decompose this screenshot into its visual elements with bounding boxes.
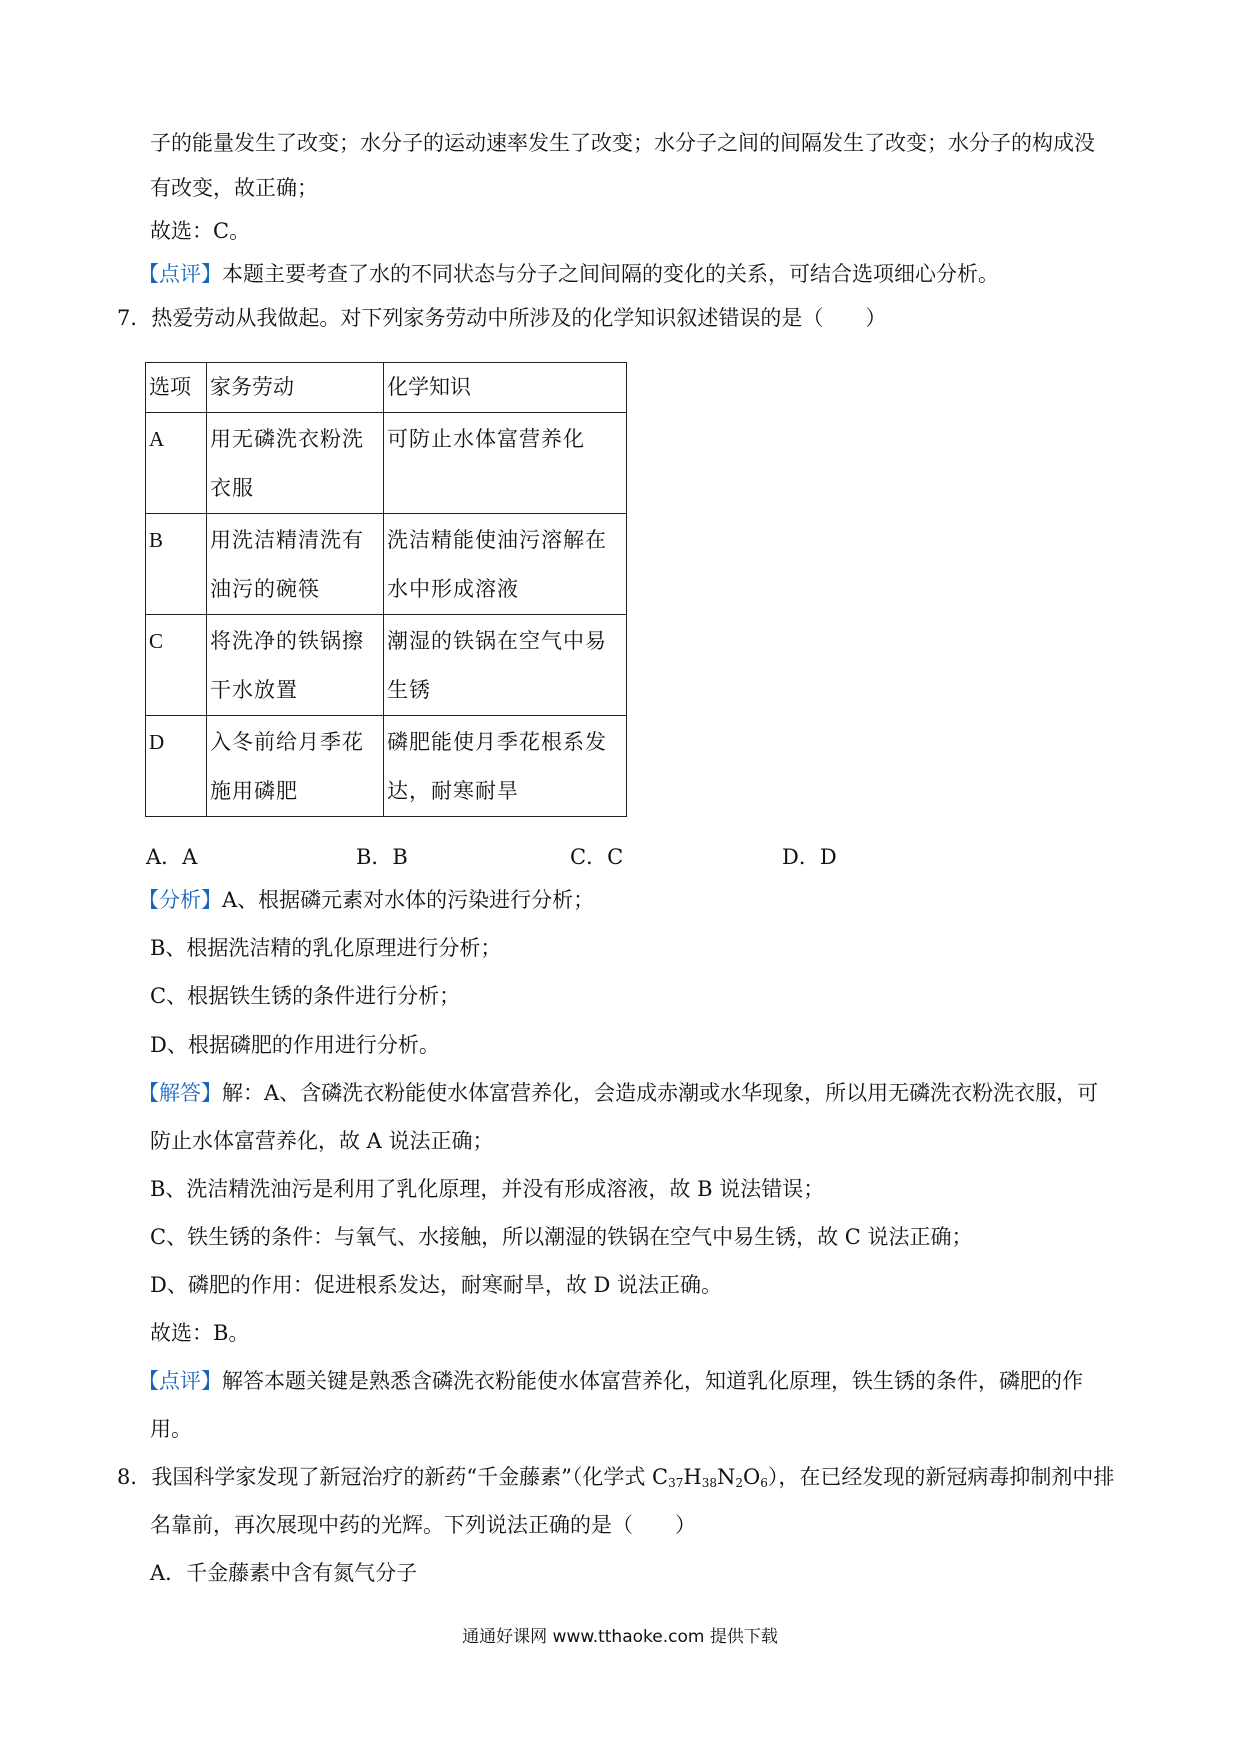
q7-option-a[interactable]: A．A — [146, 845, 198, 869]
prev-comment — [138, 259, 999, 289]
prev-answer-line-1: 子的能量发生了改变；水分子的运动速率发生了改变；水分子之间的间隔发生了改变；水分子的构成没 — [150, 131, 1095, 155]
q8-stem-line-2: 名靠前，再次展现中药的光辉。下列说法正确的是（ ） — [150, 1513, 696, 1537]
table-row — [146, 514, 627, 615]
table-header-cell: 化学知识 — [384, 363, 627, 413]
q8-option-a[interactable]: A．千金藤素中含有氮气分子 — [150, 1561, 418, 1585]
q7-option-c[interactable]: C．C — [570, 845, 624, 869]
table-cell-option: B — [146, 514, 207, 615]
formula-element: O — [742, 1465, 761, 1489]
q7-answer-line-2: 防止水体富营养化，故 A 说法正确； — [150, 1129, 494, 1153]
answer-tag: 【解答】 — [138, 1081, 222, 1105]
page-footer: 通通好课网 www.tthaoke.com 提供下载 — [462, 1627, 778, 1647]
formula-element: N — [716, 1465, 736, 1489]
table-header-cell: 选项 — [146, 363, 207, 413]
formula-subscript: 2 — [735, 1476, 743, 1490]
table-header-row — [146, 363, 627, 413]
formula-subscript: 6 — [760, 1476, 768, 1490]
q7-analysis-line-4: D、根据磷肥的作用进行分析。 — [150, 1033, 440, 1057]
analysis-tag: 【分析】 — [138, 888, 222, 912]
table-cell-knowledge: 潮湿的铁锅在空气中易生锈 — [387, 629, 607, 702]
prev-answer-choice: 故选：C。 — [150, 219, 251, 243]
table-cell-labor: 用无磷洗衣粉洗衣服 — [210, 427, 364, 500]
table-cell-knowledge: 洗洁精能使油污溶解在水中形成溶液 — [387, 528, 607, 601]
table-row — [146, 615, 627, 716]
table-cell-labor: 将洗净的铁锅擦干水放置 — [210, 629, 364, 702]
analysis-text: A、根据磷元素对水体的污染进行分析； — [222, 888, 595, 912]
table-row — [146, 413, 627, 514]
q7-comment-line-2: 用。 — [150, 1417, 192, 1441]
q7-option-b[interactable]: B．B — [356, 845, 408, 869]
table-cell-option: A — [146, 413, 207, 514]
q7-analysis-line-3: C、根据铁生锈的条件进行分析； — [150, 984, 461, 1008]
table-cell-labor: 用洗洁精清洗有油污的碗筷 — [210, 528, 364, 601]
q7-answer-choice: 故选：B。 — [150, 1321, 250, 1345]
q7-table — [145, 362, 627, 817]
q7-stem: 7．热爱劳动从我做起。对下列家务劳动中所涉及的化学知识叙述错误的是（ ） — [117, 306, 887, 330]
q7-analysis-line-1 — [138, 885, 594, 915]
q8-stem-line-1 — [117, 1462, 1114, 1492]
q8-stem-text: ），在已经发现的新冠病毒抑制剂中排 — [767, 1465, 1115, 1489]
formula-subscript: 37 — [668, 1476, 684, 1490]
q7-answer-line-4: C、铁生锈的条件：与氧气、水接触，所以潮湿的铁锅在空气中易生锈，故 C 说法正确； — [150, 1225, 973, 1249]
comment-text: 本题主要考查了水的不同状态与分子之间间隔的变化的关系，可结合选项细心分析。 — [222, 262, 999, 286]
answer-text: 解：A、含磷洗衣粉能使水体富营养化，会造成赤潮或水华现象，所以用无磷洗衣粉洗衣服，可 — [222, 1081, 1099, 1105]
table-cell-labor: 入冬前给月季花施用磷肥 — [210, 730, 364, 803]
q7-answer-line-1 — [138, 1078, 1098, 1108]
q7-option-d[interactable]: D．D — [782, 845, 837, 869]
table-cell-option: D — [146, 716, 207, 817]
table-row — [146, 716, 627, 817]
comment-tag: 【点评】 — [138, 1369, 222, 1393]
table-header-cell: 家务劳动 — [207, 363, 384, 413]
prev-answer-line-2: 有改变，故正确； — [150, 176, 318, 200]
q7-comment-line-1 — [138, 1366, 1083, 1396]
table-cell-knowledge: 磷肥能使月季花根系发达，耐寒耐旱 — [387, 730, 607, 803]
q7-answer-line-5: D、磷肥的作用：促进根系发达，耐寒耐旱，故 D 说法正确。 — [150, 1273, 723, 1297]
q7-analysis-line-2: B、根据洗洁精的乳化原理进行分析； — [150, 936, 502, 960]
q8-stem-text: 8．我国科学家发现了新冠治疗的新药“千金藤素”（化学式 C — [117, 1465, 669, 1489]
comment-text: 解答本题关键是熟悉含磷洗衣粉能使水体富营养化，知道乳化原理，铁生锈的条件，磷肥的作 — [222, 1369, 1083, 1393]
formula-subscript: 38 — [701, 1476, 717, 1490]
table-cell-knowledge: 可防止水体富营养化 — [387, 427, 585, 451]
table-cell-option: C — [146, 615, 207, 716]
comment-tag: 【点评】 — [138, 262, 222, 286]
q7-answer-line-3: B、洗洁精洗油污是利用了乳化原理，并没有形成溶液，故 B 说法错误； — [150, 1177, 825, 1201]
formula-element: H — [683, 1465, 702, 1489]
